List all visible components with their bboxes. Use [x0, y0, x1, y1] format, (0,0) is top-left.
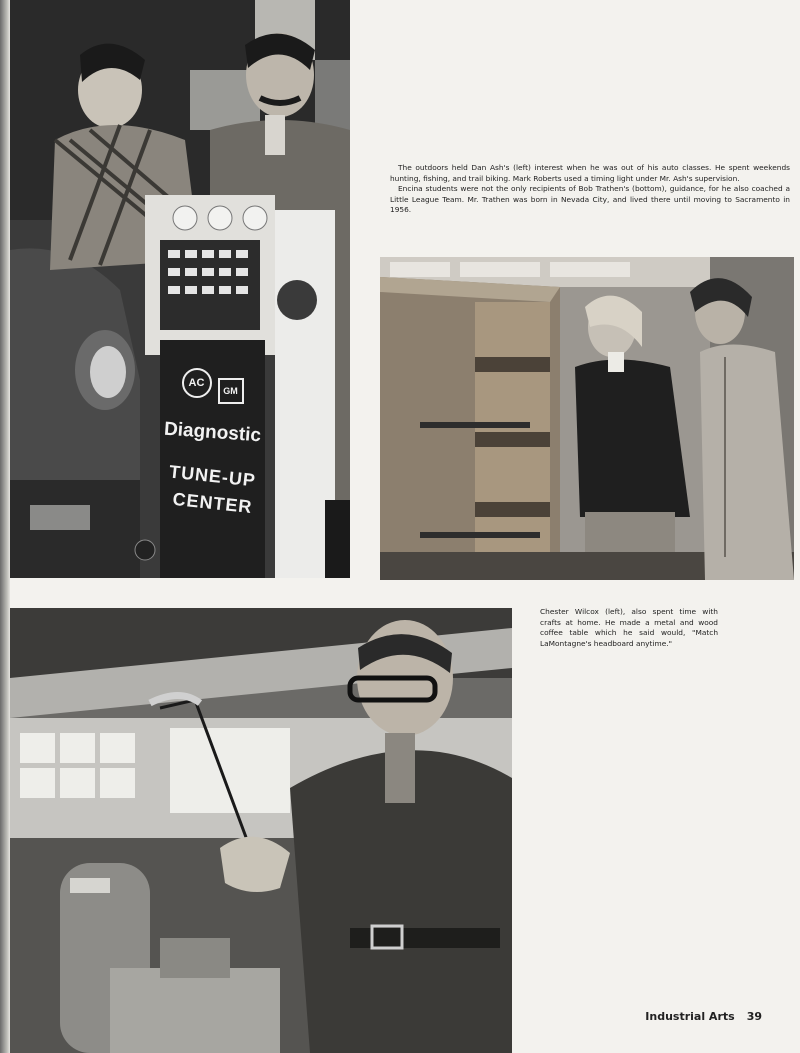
caption-auto-shop: [390, 163, 790, 216]
page-binding-edge: [0, 0, 10, 1053]
caption-paragraph: Chester Wilcox (left), also spent time with crafts at home. He made a metal and wood coffee table which he said would, "Match LaMontagne's headboard anytime.": [540, 607, 718, 648]
caption-chester-wilcox: [540, 607, 718, 649]
section-title: Industrial Arts: [645, 1010, 735, 1023]
sign-panel: [160, 348, 265, 578]
caption-paragraph: Encina students were not the only recipients of Bob Trathen's (bottom), guidance, for he also coached a Little League Team. Mr. Trathen was born in Nevada City, and lived there until moving to Sacramento in 1956.: [390, 184, 790, 214]
photo-auto-shop-diagnostic: [10, 0, 350, 578]
sign-center: CENTER: [171, 488, 254, 518]
page-footer: [645, 1010, 762, 1023]
photo-woodshop-cabinet: [380, 257, 794, 580]
page-number: 39: [746, 1010, 762, 1023]
photo-welding-shop: [10, 608, 512, 1053]
ac-logo: AC: [182, 368, 212, 398]
caption-paragraph: The outdoors held Dan Ash's (left) interest when he was out of his auto classes. He spent weekends hunting, fishing, and trail biking. Mark Roberts used a timing light under Mr. Ash's supervision.: [390, 163, 790, 183]
gm-logo: GM: [218, 378, 244, 404]
sign-tune-up: TUNE-UP: [168, 461, 257, 491]
sign-diagnostic: Diagnostic: [163, 418, 262, 447]
